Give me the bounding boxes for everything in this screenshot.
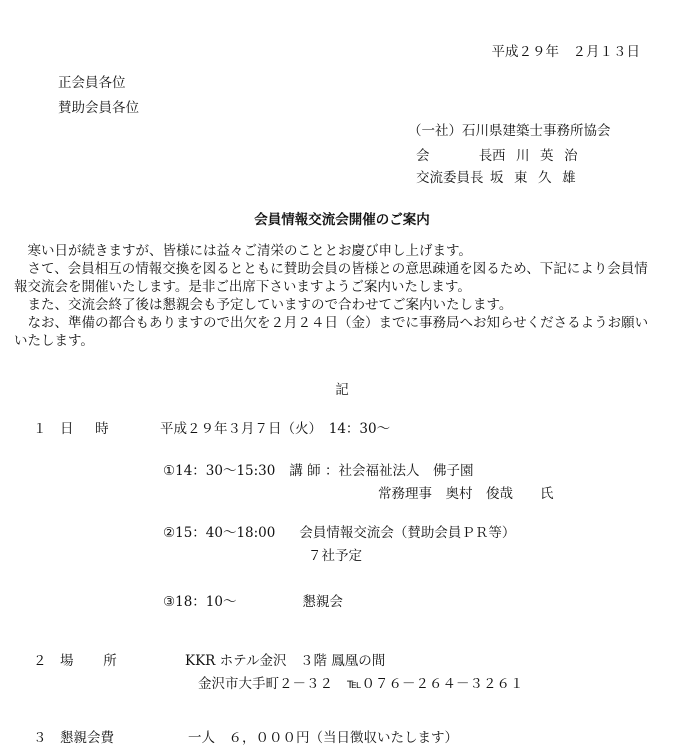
schedule-3-content: 懇親会 <box>302 594 343 610</box>
ki-heading: 記 <box>335 382 349 398</box>
schedule-2-time: ②15：40～18:00 <box>163 525 276 541</box>
sender-organization: （一社）石川県建築士事務所協会 <box>408 123 611 139</box>
item-3-number: ３ <box>33 730 47 746</box>
body-text <box>14 242 656 350</box>
venue-street-address: 金沢市大手町２－３２ <box>198 676 333 692</box>
body-paragraph: 寒い日が続きますが、皆様には益々ご清栄のこととお慶び申し上げます。 <box>27 243 472 259</box>
item-3-value: 一人 ６，０００円（当日徴収いたします） <box>188 730 458 746</box>
document-title: 会員情報交流会開催のご案内 <box>254 212 430 228</box>
item-1-number: １ <box>33 421 47 437</box>
venue-telephone: ℡０７６－２６４－３２６１ <box>347 676 524 692</box>
committee-chair-title: 交流委員長 <box>416 170 484 186</box>
item-2-label: 場所 <box>60 653 147 669</box>
schedule-3-time: ③18：10～ <box>163 594 237 610</box>
schedule-3 <box>163 596 343 610</box>
president-title: 会 長 <box>416 148 500 164</box>
item-1-label: 日時 <box>60 421 131 437</box>
schedule-1-speaker: 常務理事 奥村 俊哉 氏 <box>378 486 554 502</box>
item-3-label: 懇親会費 <box>60 730 114 746</box>
committee-chair-name: 坂東久雄 <box>490 170 587 186</box>
venue-name: KKR ホテル金沢 ３階 鳳凰の間 <box>185 653 386 669</box>
schedule-2 <box>163 527 515 541</box>
schedule-1-content: 講 師 ：社会福祉法人 佛子園 <box>289 463 474 479</box>
schedule-1 <box>163 465 473 479</box>
schedule-2-note: ７社予定 <box>308 548 362 564</box>
item-2-number: ２ <box>33 653 47 669</box>
body-paragraph: また、交流会終了後は懇親会も予定していますので合わせてご案内いたします。 <box>27 297 513 313</box>
president-name: 西川英治 <box>492 148 589 164</box>
body-paragraph: なお、準備の都合もありますので出欠を２月２４日（金）までに事務局へお知らせくださるようお願いいたします。 <box>14 315 649 349</box>
schedule-1-time: ①14：30～15:30 <box>163 463 276 479</box>
body-paragraph: さて、会員相互の情報交換を図るとともに賛助会員の皆様との意思疎通を図るため、下記により会員情報交流会を開催いたします。是非ご出席下さいますようご案内いたします。 <box>14 261 648 295</box>
item-1-value: 平成２９年３月７日（火） 14：30～ <box>160 421 391 437</box>
schedule-2-content: 会員情報交流会（賛助会員ＰＲ等） <box>299 525 516 541</box>
letter-date: 平成２９年 ２月１３日 <box>491 44 640 60</box>
recipient-supporting-members: 賛助会員各位 <box>58 100 139 116</box>
recipient-regular-members: 正会員各位 <box>58 75 126 91</box>
venue-address <box>198 678 524 692</box>
